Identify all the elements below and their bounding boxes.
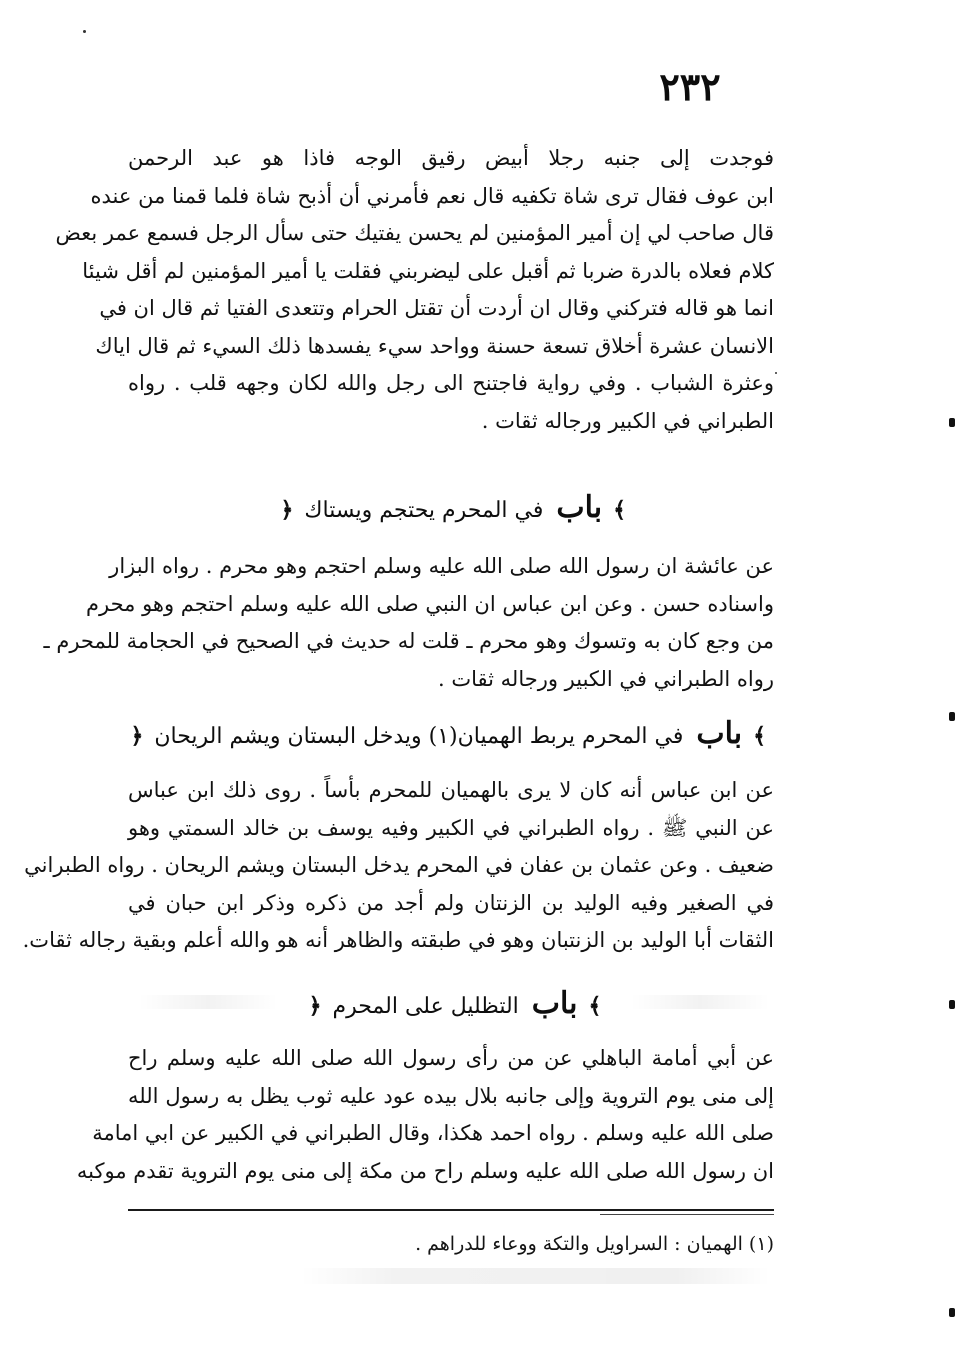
paragraph-2 [43,548,774,698]
text-line: ان رسول الله صلى الله عليه وسلم راح من مكة إلى منى يوم التروية تقدم موكبه [76,1158,774,1183]
bleed-through-shadow [300,1268,770,1284]
ornament-bracket: ﴾ [613,497,626,523]
heading-title: في المحرم يربط الهميان(١) ويدخل البستان ويشم الريحان [154,724,684,749]
margin-mark [949,418,955,427]
text-line: الطبراني في الكبير ورجاله ثقات . [481,408,774,433]
text-line: عن عائشة ان رسول الله صلى الله عليه وسلم احتجم وهو محرم . رواه البزار [109,554,774,578]
text-line: إلى منى يوم التروية وإلى جانبه بلال بيده عود عليه ثوب يظل به رسول الله [128,1083,774,1108]
margin-mark [949,1000,955,1009]
scan-speck [83,30,86,33]
bab-label: باب [556,490,603,525]
ornament-bracket: ﴾ [753,723,766,749]
text-line: ضعيف . وعن عثمان بن عفان في المحرم يدخل البستان ويشم الريحان . رواه الطبراني [24,853,774,877]
chapter-heading-1 [280,490,630,525]
text-line: عن النبي ﷺ . رواه الطبراني في الكبير وفيه يوسف بن خالد السمتي وهو [128,815,774,840]
text-line: في الصغير وفيه الوليد بن الزنتان ولم أجد من ذكره وذكر ابن حبان في [128,890,774,915]
margin-mark [949,1308,955,1317]
text-line: من وجع كان به وتسوك وهو محرم ـ قلت له حديث في الصحيح في الحجامة للمحرم ـ [43,629,774,653]
heading-title: في المحرم يحتجم ويستاك [304,498,544,523]
chapter-heading-2 [130,716,770,751]
ornament-bracket: ﴿ [130,723,144,749]
scan-speck [775,372,777,374]
bab-label: باب [531,986,578,1021]
ornament-bracket: ﴾ [588,993,602,1019]
text-line: وعثرة الشباب . وفي رواية فاجتنح الى رجل والله لكان وجهه قلب . رواه [128,371,774,395]
bleed-through-shadow [138,995,278,1009]
ornament-bracket: ﴿ [280,497,294,523]
text-line: انما هو قاله فتركني وقال ان أردت أن تقتل الحرام وتتعدى الفتيا ثم قال ان في [99,296,774,320]
paragraph-3 [22,772,774,960]
footnote-separator-thin [600,1214,774,1215]
heading-title: التظليل على المحرم [332,994,519,1019]
ornament-bracket: ﴿ [308,993,322,1019]
footnote-separator [128,1209,774,1211]
paragraph-4 [76,1040,774,1190]
text-line: الانسان عشرة أخلاق تسعة حسنة وواحد سيء يفسدها ذلك السيء ثم قال اياك [95,333,774,358]
bab-label: باب [696,716,743,751]
text-line: قال صاحب لي إن أمير المؤمنين لم يحسن يفتيك حتى سأل الرجل فسمع عمر بعض [55,221,774,245]
text-line: فوجدت إلى جنبه رجلا أبيض رقيق الوجه فاذا هو عبد الرحمن [128,146,774,170]
chapter-heading-3 [300,986,610,1021]
text-line: كلام فعلاه بالدرة ضربا ثم أقبل على ليضربني فقلت يا أمير المؤمنين لم أقل شيئا [82,258,774,283]
margin-mark [949,712,955,721]
text-line: رواه الطبراني في الكبير ورجاله ثقات . [438,666,774,691]
paragraph-1 [55,140,774,440]
bleed-through-shadow [630,995,770,1009]
text-line: عن أبي أمامة الباهلي عن من رأى رسول الله صلى الله عليه وسلم راح [128,1046,774,1070]
text-line: عن ابن عباس أنه كان لا يرى بالهميان للمحرم بأساً . روى ذلك ابن عباس [128,778,774,802]
footnote: (١) الهميان : السراويل والتكة ووعاء للدراهم . [415,1233,774,1255]
text-line: صلى الله عليه وسلم . رواه احمد هكذا، وقال الطبراني في الكبير عن ابي امامة [92,1121,774,1145]
page-number: ٢٣٢ [659,64,721,109]
text-line: الثقات أبا الوليد بن الزنتبان وهو في طبقته والظاهر أنه هو والله أعلم وبقية رجاله ثقات. [22,928,774,952]
text-line: واسناده حسن . وعن ابن عباس ان النبي صلى الله عليه وسلم احتجم وهو محرم [86,591,774,616]
text-line: ابن عوف فقال ترى شاة تكفيه قال نعم فأمرني أن أذبح شاة فلما قمنا من عنده [90,183,774,208]
